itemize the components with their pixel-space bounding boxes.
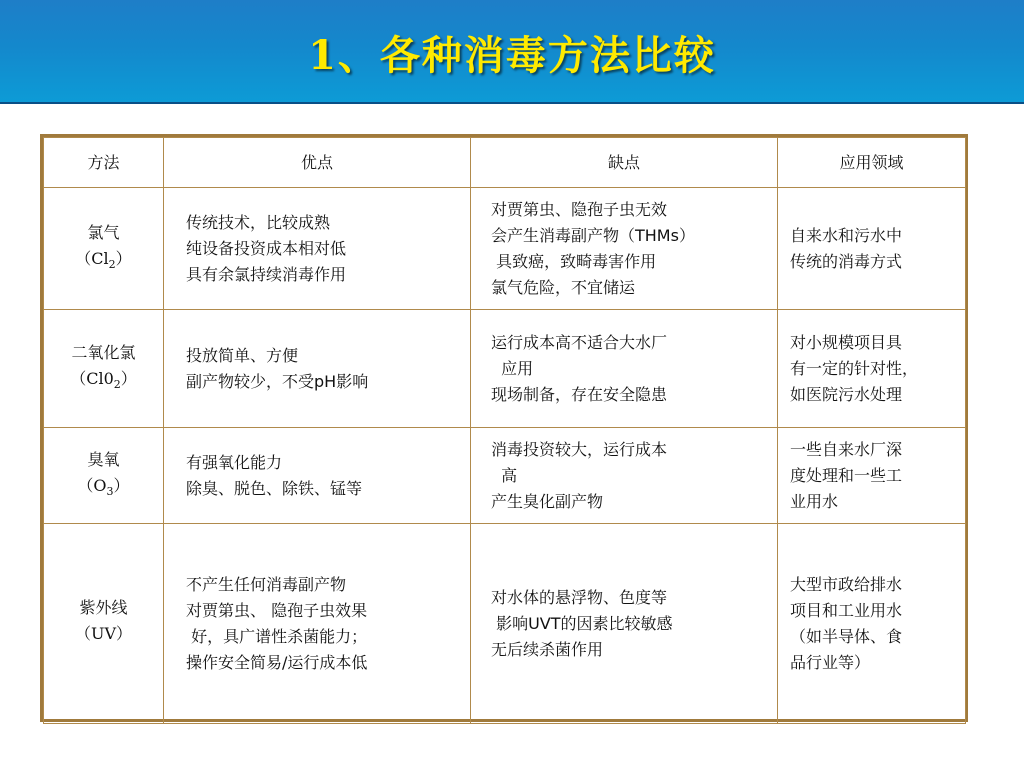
- advantages-cell: [164, 524, 471, 724]
- table-row: [44, 310, 966, 428]
- advantages-line: 纯设备投资成本相对低: [186, 238, 347, 258]
- method-cell: [44, 524, 164, 724]
- disadvantages-line: 应用: [491, 358, 534, 378]
- formula-pre: （UV）: [74, 623, 133, 643]
- method-name: 紫外线: [79, 597, 128, 617]
- disadvantages-line: 高: [491, 465, 518, 485]
- formula-sub: 2: [113, 377, 121, 391]
- advantages-line: 好，具广谱性杀菌能力；: [186, 626, 368, 646]
- table-row: [44, 188, 966, 310]
- application-line: 品行业等）: [790, 652, 871, 672]
- header-advantages: 优点: [164, 138, 471, 188]
- advantages-line: 传统技术，比较成熟: [186, 212, 331, 232]
- method-cell: [44, 188, 164, 310]
- table-row: [44, 428, 966, 524]
- method-cell: [44, 428, 164, 524]
- application-cell: [778, 428, 966, 524]
- method-formula: [44, 473, 163, 505]
- advantages-cell: [164, 188, 471, 310]
- header-method: 方法: [44, 138, 164, 188]
- application-line: 传统的消毒方式: [790, 251, 903, 271]
- application-line: 一些自来水厂深: [790, 439, 903, 459]
- method-name: 二氧化氯: [71, 342, 136, 362]
- application-line: 项目和工业用水: [790, 600, 903, 620]
- disadvantages-line: 产生臭化副产物: [491, 491, 604, 511]
- application-line: 有一定的针对性，: [790, 358, 919, 378]
- advantages-line: 不产生任何消毒副产物: [186, 574, 347, 594]
- advantages-line: 操作安全简易/运行成本低: [186, 652, 368, 672]
- disadvantages-cell: [471, 428, 778, 524]
- formula-pre: （Cl: [75, 248, 109, 268]
- disadvantages-line: 现场制备，存在安全隐患: [491, 384, 668, 404]
- header-application: 应用领域: [778, 138, 966, 188]
- advantages-line: 投放简单、方便: [186, 345, 299, 365]
- disadvantages-cell: [471, 310, 778, 428]
- disadvantages-line: 氯气危险，不宜储运: [491, 277, 636, 297]
- title-banner: [0, 0, 1024, 104]
- disadvantages-line: 会产生消毒副产物（THMs）: [491, 225, 695, 245]
- disadvantages-cell: [471, 188, 778, 310]
- page-title: 1、各种消毒方法比较: [308, 32, 716, 79]
- table-row: [44, 524, 966, 724]
- advantages-cell: [164, 428, 471, 524]
- application-line: 对小规模项目具: [790, 332, 903, 352]
- advantages-line: 对贾第虫、 隐孢子虫效果: [186, 600, 368, 620]
- disadvantages-line: 消毒投资较大，运行成本: [491, 439, 668, 459]
- comparison-table: [43, 137, 966, 724]
- disadvantages-cell: [471, 524, 778, 724]
- application-line: 业用水: [790, 491, 839, 511]
- table-header-row: [44, 138, 966, 188]
- formula-pre: （O: [77, 475, 107, 495]
- method-formula: [44, 246, 163, 278]
- advantages-line: 除臭、脱色、除铁、锰等: [186, 478, 363, 498]
- disadvantages-line: 对贾第虫、隐孢子虫无效: [491, 199, 668, 219]
- disadvantages-line: 具致癌，致畸毒害作用: [491, 251, 657, 271]
- disadvantages-line: 运行成本高不适合大水厂: [491, 332, 668, 352]
- header-disadvantages: 缺点: [471, 138, 778, 188]
- formula-pre: （Cl0: [70, 368, 114, 388]
- application-line: 自来水和污水中: [790, 225, 903, 245]
- formula-sub: 3: [106, 484, 114, 498]
- method-formula: [44, 621, 163, 653]
- method-formula: [44, 366, 163, 398]
- method-name: 氯气: [87, 222, 120, 242]
- disadvantages-line: 影响UVT的因素比较敏感: [491, 613, 673, 633]
- application-line: 如医院污水处理: [790, 384, 903, 404]
- disadvantages-line: 无后续杀菌作用: [491, 639, 604, 659]
- application-line: 大型市政给排水: [790, 574, 903, 594]
- formula-post: ）: [120, 368, 137, 388]
- advantages-line: 具有余氯持续消毒作用: [186, 264, 347, 284]
- advantages-line: 有强氧化能力: [186, 452, 283, 472]
- formula-sub: 2: [108, 257, 116, 271]
- application-cell: [778, 310, 966, 428]
- disadvantages-line: 对水体的悬浮物、色度等: [491, 587, 668, 607]
- application-cell: [778, 188, 966, 310]
- method-name: 臭氧: [87, 449, 120, 469]
- formula-post: ）: [113, 475, 130, 495]
- formula-post: ）: [115, 248, 132, 268]
- advantages-line: 副产物较少，不受pH影响: [186, 371, 369, 391]
- method-cell: [44, 310, 164, 428]
- comparison-table-frame: [40, 134, 968, 722]
- application-line: （如半导体、食: [790, 626, 903, 646]
- application-line: 度处理和一些工: [790, 465, 903, 485]
- advantages-cell: [164, 310, 471, 428]
- application-cell: [778, 524, 966, 724]
